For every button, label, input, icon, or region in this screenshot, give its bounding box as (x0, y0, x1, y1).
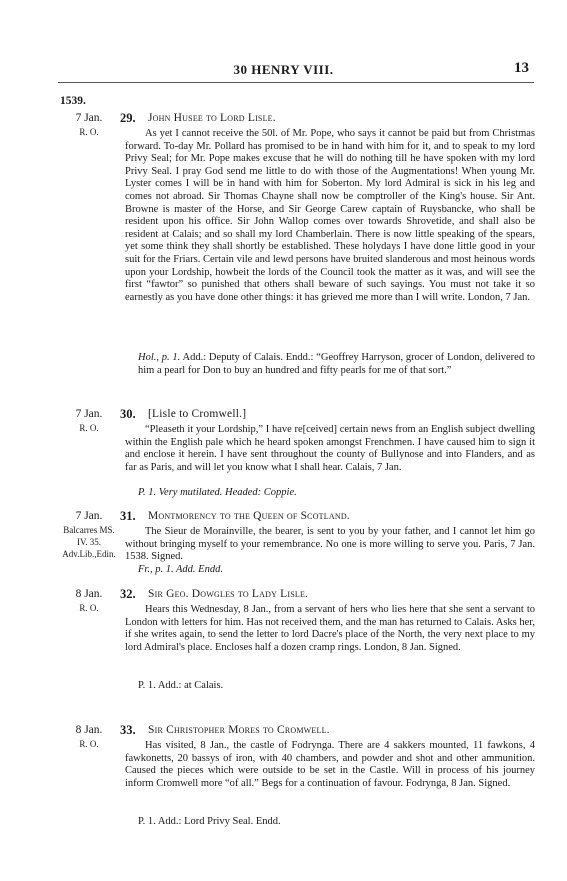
entry-heading: Sir Geo. Dowgles to Lady Lisle. (148, 588, 309, 600)
entry-source: R. O. (79, 739, 99, 749)
entry-source: R. O. (79, 603, 99, 613)
entry-number: 30. (120, 407, 136, 421)
entry-source-line: Adv.Lib.,Edin. (62, 549, 116, 559)
note-label: Hol., p. 1. (138, 352, 181, 363)
entry-heading: Sir Christopher Mores to Cromwell. (148, 724, 330, 736)
entry-number: 33. (120, 723, 136, 737)
entry-margin (58, 724, 120, 750)
entry-body: As yet I cannot receive the 50l. of Mr. Pope, who says it cannot be paid but from Christmas forward. To-day Mr. Pollard has promised to be in hand with him for it, and to speak to my lord Privy Seal; for Mr. Pope makes excuse that he will do nothing till he have spoken with my lord Privy Seal. I pray God send me little to do with those of the Augmentations! When young Mr. Lyster comes I will be in hand with him for Soberton. My lord Admiral is sick in his leg and comes not abroad. Sir Thomas Chayne shall now be comptroller of the King's house. Sir Ant. Browne is master of the Horse, and Sir George Carew captain of Ruysbancke, who shall be resident upon his office. Sir John Wallop comes over towards Shrovetide, and shall also be resident at Calais; and so shall my lord Chamberlain. There is now little speaking of the spears, yet some think they shall shortly be established. These holydays I have done little good in your suit for the Friars. Certain vile and lewd persons have bruited slanderous and most heinous words upon your Lordship, howbeit the lords of the Council took the matter as it was, and will see the first “fawtor” so punished that others shall beware of such sayings. You must not take it so earnestly as you have done other things: it has grieved me more than I will write. London, 7 Jan. (125, 128, 535, 303)
entry-source-line: IV. 35. (76, 537, 102, 547)
entry-note: Fr., p. 1. Add. Endd. (138, 564, 223, 575)
entry-source: R. O. (79, 423, 99, 433)
entry-heading: Montmorency to the Queen of Scotland. (148, 510, 350, 522)
entry-body: Has visited, 8 Jan., the castle of Fodrynga. There are 4 sakkers mounted, 11 fawkons, 4 fawkonetts, 20 bassys of iron, with 40 chambers, and powder and shot and other ammunition. Caused the pieces which were outside to be set in the Castle. Will in process of his journey inform Cromwell more “of all.” Begs for a continuation of favour. Fodrynga, 8 Jan. Signed. (125, 740, 535, 789)
entry-body: Hears this Wednesday, 8 Jan., from a servant of hers who lies here that she sent a servant to London with letters for him. Has not received them, and the man has returned to Calais. Asks her, if she writes again, to send the letter to lord Dacre's place of the North, the very next place to my lord Admiral's place. Encloses half a dozen cramp rings. London, 8 Jan. Signed. (125, 604, 535, 653)
entry-date: 8 Jan. (75, 588, 103, 600)
entry-margin (58, 588, 120, 614)
entry-date: 8 Jan. (75, 724, 103, 736)
entry-body: The Sieur de Morainville, the bearer, is sent to you by your father, and I cannot let him go without bringing myself to your remembrance. No one is more willing to serve you. Paris, 7 Jan. 1538. Signed. (125, 526, 535, 563)
year-label: 1539. (60, 95, 86, 107)
entry-heading: John Husee to Lord Lisle. (148, 112, 276, 124)
page-number: 13 (514, 60, 529, 76)
entry-source-line: Balcarres MS. (63, 525, 115, 535)
entry-date: 7 Jan. (75, 112, 103, 124)
entry-margin (58, 112, 120, 138)
running-title: 30 HENRY VIII. (233, 62, 334, 77)
entry-margin (58, 510, 120, 560)
entry-date: 7 Jan. (75, 510, 103, 522)
header-rule (58, 82, 534, 83)
note-address: Add.: Deputy of Calais. (182, 352, 283, 363)
entry-body: “Pleaseth it your Lordship,” I have re[ceived] certain news from an English subject dwelling within the English pale which he heard spoken amongst Frenchmen. I have caused him to sign it and enclose it herein. I have sent throughout the county of Bullynose and into Flanders, and as far as Paris, and will let you know what I shall hear. Calais, 7 Jan. (125, 424, 535, 473)
entry-note: P. 1. Add.: at Calais. (138, 680, 224, 691)
entry-number: 29. (120, 111, 136, 125)
entry-source: R. O. (79, 127, 99, 137)
entry-note (138, 352, 535, 377)
entry-margin (58, 408, 120, 434)
entry-note: P. 1. Very mutilated. Headed: Coppie. (138, 487, 297, 498)
entry-note: P. 1. Add.: Lord Privy Seal. Endd. (138, 816, 281, 827)
note-endorsement: Endd.: “Geoffrey Harryson, grocer of London, delivered to him a pearl for Don to buy an hundred and fifty pearls for me of that sort.” (138, 352, 536, 376)
entry-number: 32. (120, 587, 136, 601)
entry-number: 31. (120, 509, 136, 523)
entry-date: 7 Jan. (75, 408, 103, 420)
entry-heading: [Lisle to Cromwell.] (148, 408, 247, 420)
page-header (0, 60, 567, 80)
